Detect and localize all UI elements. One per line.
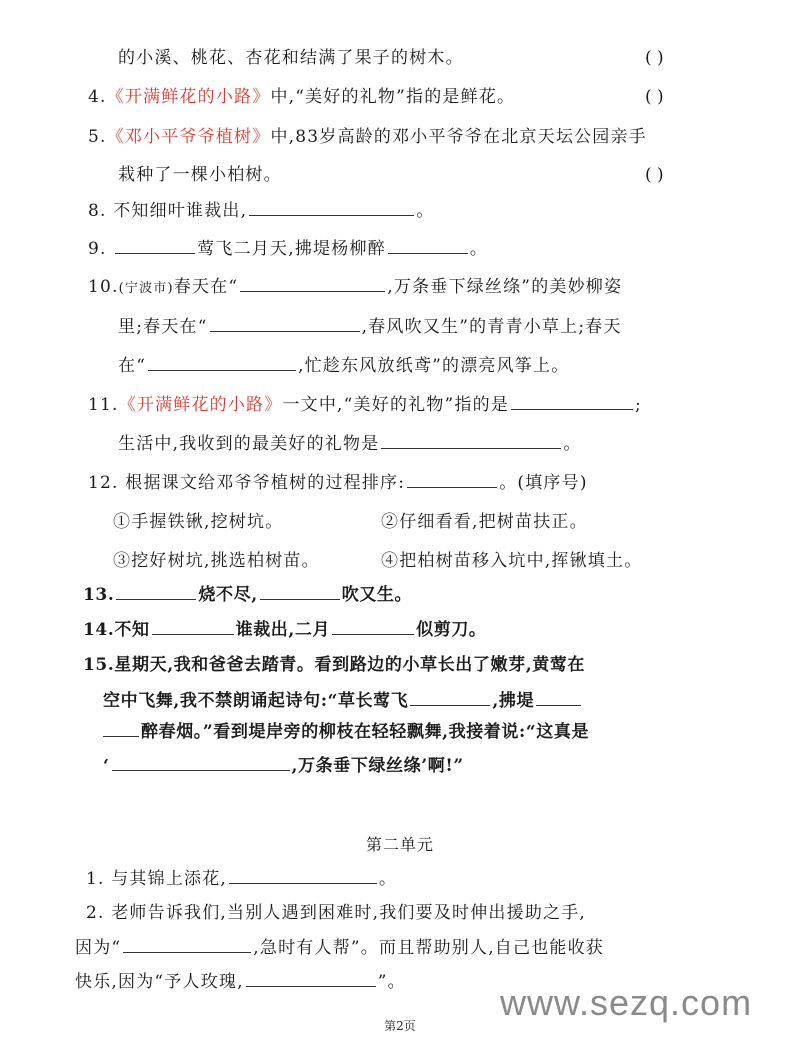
q13-blank-1[interactable] — [116, 583, 196, 600]
q12-text: 根据课文给邓爷爷植树的过程排序: — [125, 473, 406, 493]
q15-line-2 — [103, 689, 583, 712]
q12-number: 12. — [88, 473, 119, 493]
q13-text-a: 烧不尽, — [198, 585, 258, 605]
q4-lesson-title: 《开满鲜花的小路》 — [106, 87, 271, 107]
q14-blank-2[interactable] — [332, 618, 414, 635]
question-8 — [88, 199, 434, 222]
q12-option-3: ③挖好树坑,挑选柏树苗。 — [113, 551, 320, 571]
question-4 — [88, 86, 515, 108]
q5-continuation: 栽种了一棵小柏树。 — [118, 165, 282, 185]
question-10 — [88, 275, 622, 300]
q10-blank-1[interactable] — [240, 275, 385, 292]
question-13 — [83, 583, 412, 606]
q15-line-4 — [103, 754, 464, 777]
question-5 — [88, 126, 647, 148]
question-9 — [88, 237, 488, 260]
q11-end: ; — [635, 395, 642, 415]
q10-blank-2[interactable] — [210, 315, 360, 332]
q4-text: 中,“美好的礼物”指的是鲜花。 — [270, 87, 516, 107]
q11-blank-2[interactable] — [381, 432, 561, 449]
q4-number: 4. — [88, 87, 107, 107]
unit2-q2-line-3 — [75, 970, 406, 993]
unit2-q1-blank[interactable] — [229, 867, 377, 884]
unit2-q2-l2-text-b: ,急时有人帮”。而且帮助别人,自己也能收获 — [253, 938, 604, 958]
q3-continuation: 的小溪、桃花、杏花和结满了果子的树木。 — [118, 48, 464, 68]
q5-number: 5. — [88, 127, 107, 147]
unit2-q2-blank-2[interactable] — [246, 970, 376, 987]
q11-l2-end: 。 — [563, 434, 582, 454]
q10-line-3 — [118, 354, 569, 377]
q11-text: 一文中,“美好的礼物”指的是 — [282, 395, 510, 415]
q15-l1-text: 星期天,我和爸爸去踏青。看到路边的小草长出了嫩芽,黄莺在 — [114, 655, 586, 675]
q15-number: 15. — [83, 655, 115, 675]
q13-text-b: 吹又生。 — [341, 585, 413, 605]
q10-number: 10. — [88, 277, 119, 297]
question-12 — [88, 471, 588, 494]
q8-text: 不知细叶谁裁出, — [113, 201, 248, 221]
q13-blank-2[interactable] — [260, 583, 340, 600]
q15-blank-2b[interactable] — [103, 720, 139, 737]
q15-l4-text-b: ,万条垂下绿丝绦’啊!” — [291, 756, 464, 776]
q10-l3-text-b: ,忙趁东风放纸鸢”的漂亮风筝上。 — [298, 356, 570, 376]
q10-source-tag: (宁波市) — [118, 281, 174, 296]
q11-blank-1[interactable] — [511, 393, 633, 410]
q12-option-1: ①手握铁锹,挖树坑。 — [113, 512, 284, 532]
unit2-q1-text: 1. 与其锦上添花, — [86, 869, 228, 889]
q10-l3-text-a: 在“ — [118, 356, 147, 376]
answer-paren-q5[interactable]: ( ) — [645, 165, 664, 185]
q9-text: 莺飞二月天,拂堤杨柳醉 — [197, 239, 386, 259]
watermark: www.sezq.com — [500, 982, 753, 1023]
q11-line-2 — [118, 432, 582, 455]
q12-option-4: ④把柏树苗移入坑中,挥锹填土。 — [381, 551, 643, 571]
q14-blank-1[interactable] — [152, 618, 234, 635]
q10-l2-text-b: ,春风吹又生”的青青小草上;春天 — [361, 317, 622, 337]
unit2-q1-end: 。 — [379, 869, 398, 889]
q12-option-2: ②仔细看看,把树苗扶正。 — [381, 512, 588, 532]
q11-lesson-title: 《开满鲜花的小路》 — [118, 395, 283, 415]
unit2-q2-l3-text-a: 快乐,因为“予人玫瑰, — [75, 972, 244, 992]
q5-lesson-title: 《邓小平爷爷植树》 — [106, 127, 271, 147]
question-15 — [83, 654, 585, 676]
q10-text-a: 春天在“ — [173, 277, 239, 297]
q12-blank[interactable] — [407, 471, 497, 488]
q15-blank-3[interactable] — [112, 754, 290, 771]
q9-blank-2[interactable] — [388, 237, 468, 254]
answer-paren-q3[interactable]: ( ) — [645, 48, 664, 68]
q5-text: 中,83岁高龄的邓小平爷爷在北京天坛公园亲手 — [270, 127, 647, 147]
q10-line-2 — [118, 315, 622, 338]
q10-text-b: ,万条垂下绿丝绦”的美妙柳姿 — [387, 277, 623, 297]
unit2-q2-l3-text-b: ”。 — [377, 972, 406, 992]
q14-text-c: 似剪刀。 — [416, 620, 487, 640]
question-11 — [88, 393, 642, 416]
unit-2-heading: 第二单元 — [365, 835, 434, 854]
q15-l2-text-b: ,拂堤 — [492, 691, 535, 711]
q14-text-b: 谁裁出,二月 — [235, 620, 331, 640]
q8-blank[interactable] — [249, 199, 414, 216]
q15-l2-text-a: 空中飞舞,我不禁朗诵起诗句:“草长莺飞 — [103, 691, 409, 711]
q9-end: 。 — [469, 239, 489, 259]
q14-number: 14. — [83, 620, 115, 640]
unit2-question-2: 2. 老师告诉我们,当别人遇到困难时,我们要及时伸出援助之手, — [86, 903, 587, 923]
q8-number: 8. — [88, 201, 107, 221]
unit2-q2-line-2 — [75, 936, 604, 959]
q12-end: 。(填序号) — [499, 473, 588, 493]
q15-blank-1[interactable] — [410, 689, 490, 706]
q10-blank-3[interactable] — [148, 354, 296, 371]
q8-end: 。 — [416, 201, 435, 221]
unit2-q2-blank-1[interactable] — [123, 936, 251, 953]
q11-l2-text: 生活中,我收到的最美好的礼物是 — [118, 434, 380, 454]
answer-paren-q4[interactable]: ( ) — [645, 87, 664, 107]
q11-number: 11. — [88, 395, 119, 415]
q9-number: 9. — [88, 239, 107, 259]
q10-l2-text-a: 里;春天在“ — [118, 317, 208, 337]
q14-text-a: 不知 — [114, 620, 150, 640]
unit2-q2-l2-text-a: 因为“ — [75, 938, 122, 958]
q15-line-3 — [103, 720, 589, 743]
question-14 — [83, 618, 487, 641]
unit2-question-1 — [86, 867, 397, 890]
q13-number: 13. — [83, 585, 115, 605]
q15-blank-2a[interactable] — [536, 689, 581, 706]
page-number: 第2页 — [384, 1019, 416, 1033]
q15-l3-text: 醉春烟。”看到堤岸旁的柳枝在轻轻飘舞,我接着说:“这真是 — [141, 722, 590, 742]
q15-l4-text-a: ‘ — [103, 756, 110, 776]
q9-blank-1[interactable] — [115, 237, 195, 254]
